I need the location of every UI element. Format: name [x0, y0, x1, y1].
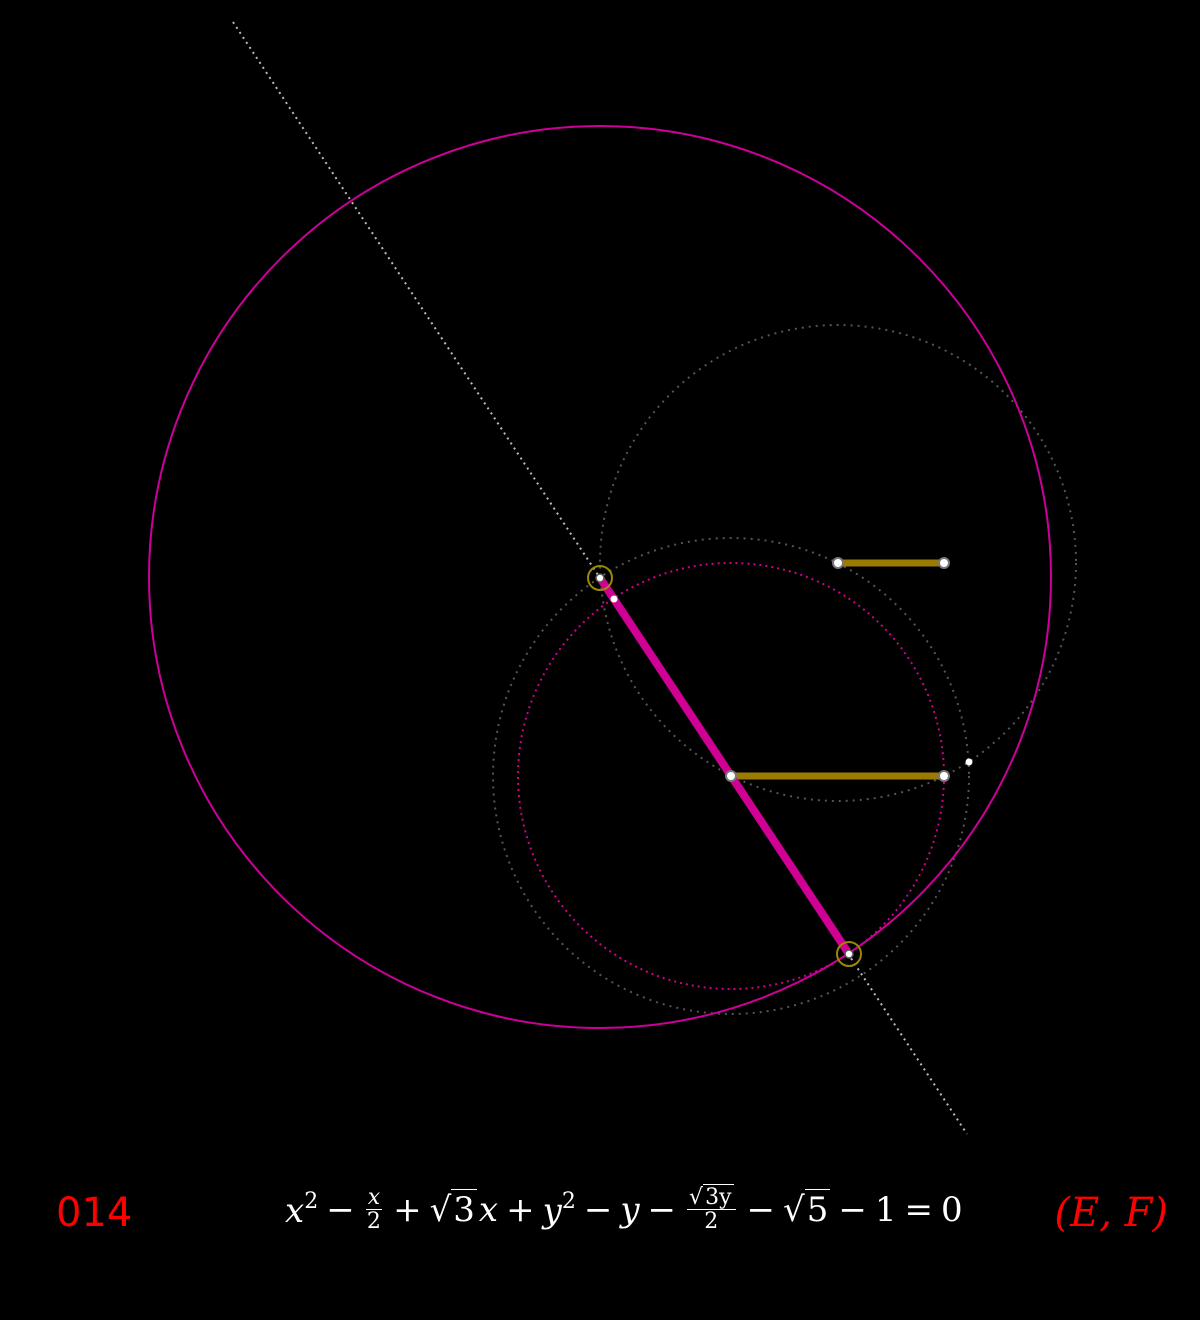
point-marker — [596, 574, 604, 582]
point-pair-label: (E, F) — [1054, 1190, 1168, 1236]
point-marker — [726, 771, 736, 781]
eq-frac-root3y: $\frac{√3y}{2}$ — [687, 1186, 735, 1233]
eq-op: − — [647, 1189, 677, 1230]
figure-number: 014 — [56, 1190, 133, 1236]
eq-frac-x: $\frac{x}{2}$ — [366, 1185, 381, 1235]
point-marker — [611, 596, 618, 603]
point-marker — [939, 558, 949, 568]
eq-y: $y^2$ — [542, 1188, 576, 1231]
eq-op: + — [506, 1189, 535, 1230]
eq-op: − — [746, 1189, 776, 1230]
eq-op: − — [583, 1189, 613, 1230]
point-marker — [966, 759, 973, 766]
eq-sqrt5: √5 — [783, 1189, 829, 1230]
eq-op: = — [904, 1189, 933, 1230]
eq-y: y — [620, 1189, 640, 1230]
point-marker — [845, 950, 853, 958]
point-marker — [833, 558, 843, 568]
circle-equation — [285, 1186, 963, 1233]
eq-op: + — [393, 1189, 422, 1230]
eq-op: − — [838, 1189, 867, 1230]
eq-x: x — [478, 1189, 499, 1230]
eq-sqrt3: √3 — [429, 1189, 475, 1230]
eq-x: $x^2$ — [285, 1188, 319, 1231]
eq-op: − — [326, 1189, 355, 1230]
magenta-segment — [600, 578, 849, 954]
eq-one: 1 — [874, 1189, 897, 1230]
eq-zero: 0 — [940, 1189, 963, 1230]
point-marker — [939, 771, 949, 781]
